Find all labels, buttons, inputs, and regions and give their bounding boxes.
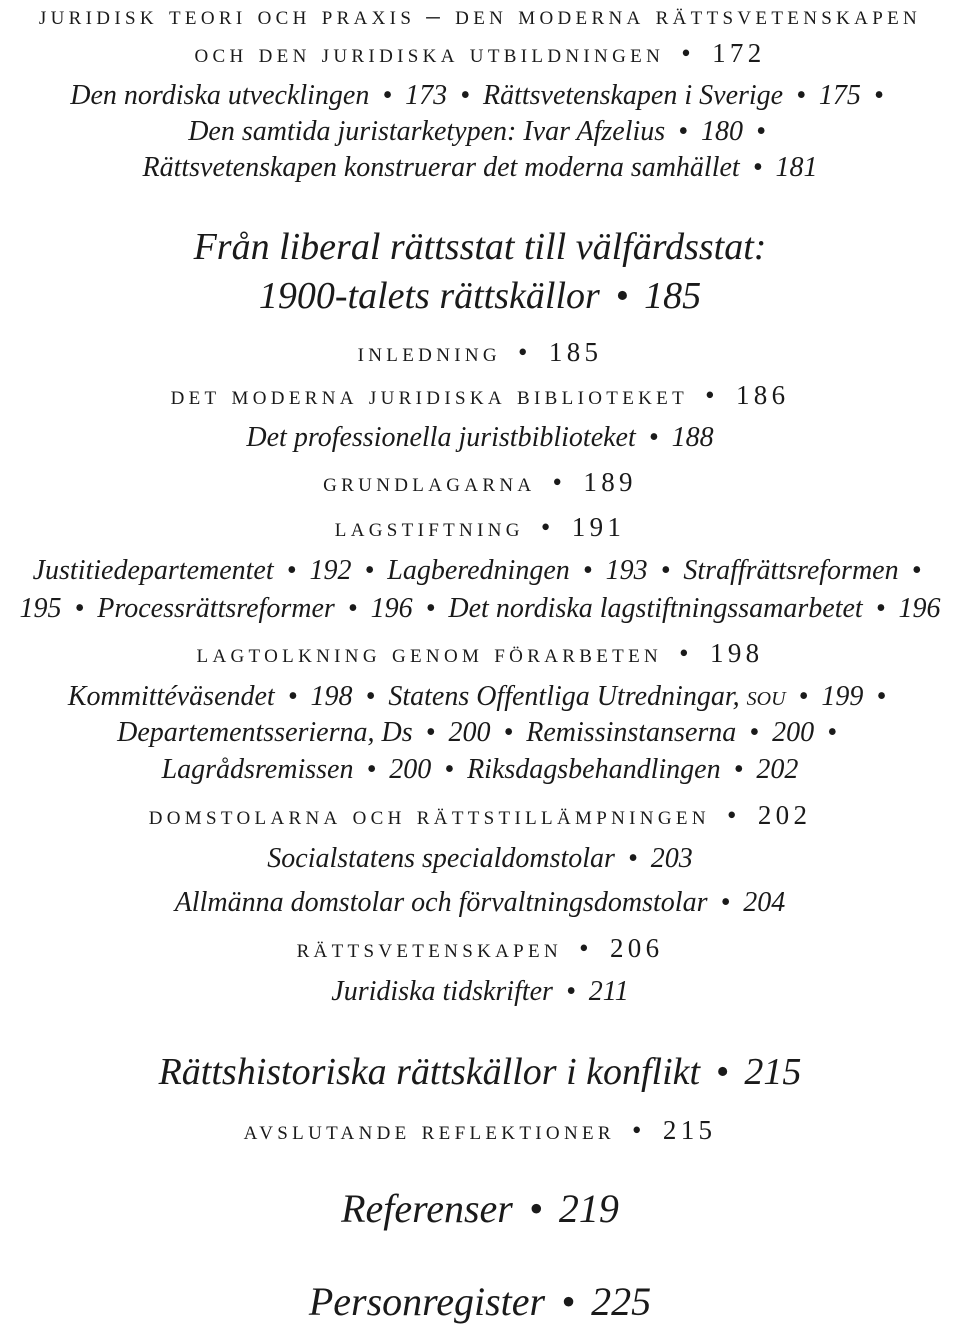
bullet-separator: • [726, 800, 741, 830]
section-line [0, 1115, 960, 1146]
toc-entry-line [0, 422, 960, 454]
bullet-separator: • [679, 638, 693, 668]
page-number: 215 [744, 1051, 802, 1093]
toc-entry-line [0, 681, 960, 713]
page-number: 200 [772, 717, 815, 748]
toc-heading-line [0, 0, 960, 31]
part-title: Referenser [341, 1186, 513, 1231]
page-number: 172 [712, 38, 766, 68]
toc-entry-line [0, 116, 960, 148]
page-number: 180 [700, 116, 743, 147]
page-number: 198 [310, 681, 353, 712]
toc-entry: Lagberedningen [387, 555, 570, 586]
page-number: 185 [644, 275, 702, 317]
bullet-separator: • [74, 593, 85, 624]
toc-entry: Det professionella juristbiblioteket [246, 422, 636, 453]
bullet-separator: • [540, 512, 555, 542]
toc-entry: Justitiedepartementet [32, 555, 274, 586]
page-number: 202 [757, 800, 812, 830]
page-number: 173 [405, 80, 448, 111]
page-number: 202 [756, 754, 799, 785]
bullet-separator: • [528, 1186, 543, 1231]
bullet-separator: • [873, 80, 884, 111]
page-number: 189 [583, 467, 637, 497]
bullet-separator: • [286, 555, 297, 586]
bullet-separator: • [720, 887, 731, 918]
toc-entry: Lagrådsremissen [161, 754, 354, 785]
page-number: 200 [389, 754, 432, 785]
bullet-separator: • [648, 422, 659, 453]
page-number: 195 [19, 593, 62, 624]
toc-entry-line [0, 754, 960, 786]
bullet-separator: • [518, 337, 532, 367]
toc-heading-text: och den juridiska utbildningen [194, 38, 665, 68]
bullet-separator: • [444, 754, 455, 785]
bullet-separator: • [798, 681, 809, 712]
toc-entry: Allmänna domstolar och förvaltningsdomstolar [174, 887, 708, 918]
page-number: 185 [548, 337, 603, 367]
bullet-separator: • [715, 1051, 729, 1093]
toc-entry: Rättsvetenskapen konstruerar det moderna samhället [142, 152, 740, 183]
part-title-line [0, 274, 960, 318]
page-number: 225 [591, 1279, 652, 1324]
section-line [0, 337, 960, 368]
bullet-separator: • [660, 555, 671, 586]
page-number: 198 [710, 638, 764, 668]
page-number: 206 [609, 933, 664, 963]
bullet-separator: • [705, 380, 719, 410]
section-line [0, 638, 960, 669]
toc-entry: Departementsserierna, Ds [117, 717, 413, 748]
section-title: lagtolkning genom förarbeten [196, 638, 663, 668]
bullet-separator: • [287, 681, 298, 712]
bullet-separator: • [733, 754, 744, 785]
bullet-separator: • [755, 116, 766, 147]
toc-entry-line [0, 887, 960, 919]
toc-entry-line [0, 717, 960, 749]
toc-entry: Det nordiska lagstiftningssamarbetet [448, 593, 863, 624]
page-number: 186 [735, 380, 790, 410]
bullet-separator: • [582, 555, 593, 586]
section-title: inledning [357, 337, 501, 367]
bullet-separator: • [681, 38, 695, 68]
page-number: 193 [605, 555, 648, 586]
page-number: 219 [558, 1186, 619, 1231]
toc-entry-line [0, 593, 960, 625]
bullet-separator: • [503, 717, 514, 748]
section-title: avslutande reflektioner [243, 1115, 615, 1145]
toc-entry: Den samtida juristarketypen: Ivar Afzelius [188, 116, 666, 147]
section-title: rättsvetenskapen [296, 933, 563, 963]
bullet-separator: • [876, 681, 887, 712]
page-number: 175 [818, 80, 861, 111]
part-title: Rättshistoriska rättskällor i konflikt [158, 1051, 701, 1093]
bullet-separator: • [875, 593, 886, 624]
section-title: det moderna juridiska biblioteket [170, 380, 689, 410]
toc-entry-line [0, 80, 960, 112]
toc-entry: Rättsvetenskapen i Sverige [482, 80, 784, 111]
page-number: 211 [588, 976, 629, 1007]
bullet-separator: • [366, 754, 377, 785]
bullet-separator: • [911, 555, 922, 586]
part-title-line [0, 1185, 960, 1232]
section-title: lagstiftning [334, 512, 524, 542]
page-number: 215 [662, 1115, 717, 1145]
part-title: Från liberal rättsstat till välfärdsstat: [193, 226, 767, 268]
page-number: 203 [650, 843, 693, 874]
toc-entry: Den nordiska utvecklingen [70, 80, 370, 111]
part-title-line [0, 1278, 960, 1325]
bullet-separator: • [615, 275, 629, 317]
toc-heading-text: juridisk teori och praxis – den moderna rättsvetenskapen [38, 0, 922, 30]
bullet-separator: • [347, 593, 358, 624]
bullet-separator: • [425, 593, 436, 624]
bullet-separator: • [460, 80, 470, 111]
bullet-separator: • [364, 555, 375, 586]
page-number: 204 [743, 887, 786, 918]
section-line [0, 467, 960, 498]
toc-entry-line [0, 152, 960, 184]
section-line [0, 933, 960, 964]
part-title-line [0, 1050, 960, 1094]
toc-entry: Socialstatens specialdomstolar [267, 843, 615, 874]
bullet-separator: • [425, 717, 436, 748]
page-number: 188 [671, 422, 714, 453]
page-number: 196 [898, 593, 941, 624]
part-title: Personregister [308, 1279, 546, 1324]
bullet-separator: • [632, 1115, 646, 1145]
part-title-line [0, 225, 960, 269]
page-number: 199 [821, 681, 864, 712]
bullet-separator: • [382, 80, 393, 111]
page-number: 196 [370, 593, 413, 624]
bullet-separator: • [752, 152, 763, 183]
bullet-separator: • [678, 116, 688, 147]
section-line [0, 800, 960, 831]
bullet-separator: • [365, 681, 376, 712]
toc-entry: Statens Offentliga Utredningar, [388, 681, 740, 712]
section-title: grundlagarna [323, 467, 536, 497]
toc-entry: Riksdagsbehandlingen [467, 754, 721, 785]
toc-entry-line [0, 976, 960, 1008]
bullet-separator: • [627, 843, 638, 874]
section-line [0, 380, 960, 411]
bullet-separator: • [827, 717, 837, 748]
bullet-separator: • [579, 933, 593, 963]
toc-entry: Remissinstanserna [526, 717, 737, 748]
bullet-separator: • [552, 467, 567, 497]
section-title: domstolarna och rättstillämpningen [148, 800, 710, 830]
part-title: 1900-talets rättskällor [258, 275, 600, 317]
bullet-separator: • [561, 1279, 576, 1324]
toc-entry: Straffrättsreformen [683, 555, 899, 586]
page-number: 181 [775, 152, 818, 183]
toc-entry: Processrättsreformer [97, 593, 335, 624]
toc-entry-abbreviation: sou [746, 681, 786, 712]
toc-entry-line [0, 843, 960, 875]
bullet-separator: • [796, 80, 806, 111]
toc-heading-line [0, 38, 960, 69]
page-number: 192 [309, 555, 352, 586]
toc-entry-line [0, 555, 960, 587]
toc-entry: Juridiska tidskrifter [331, 976, 553, 1007]
section-line [0, 512, 960, 543]
bullet-separator: • [565, 976, 576, 1007]
page-number: 191 [571, 512, 626, 542]
bullet-separator: • [749, 717, 760, 748]
page-number: 200 [448, 717, 491, 748]
toc-entry: Kommittéväsendet [67, 681, 275, 712]
